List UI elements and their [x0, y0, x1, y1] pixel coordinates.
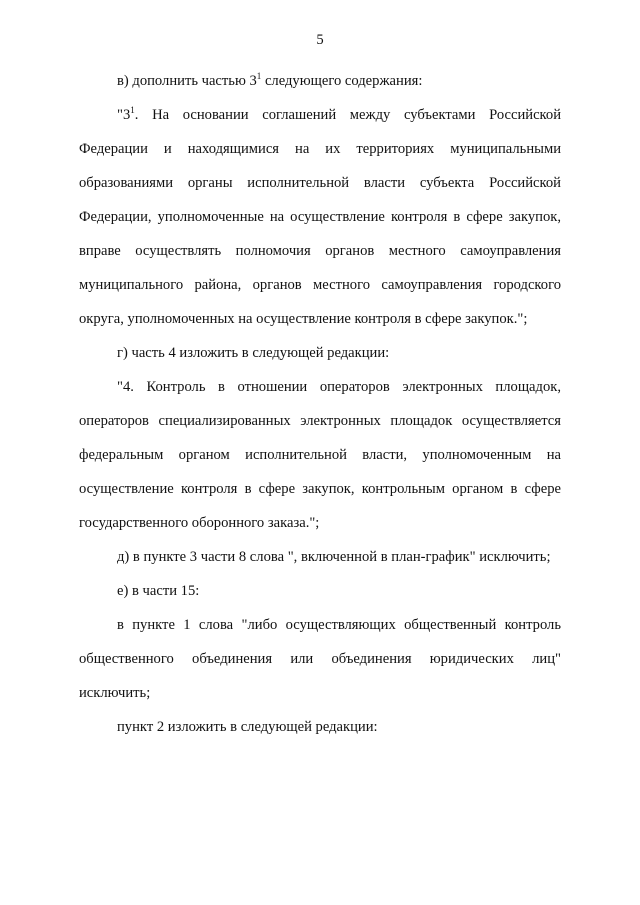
paragraph-item-1: в пункте 1 слова "либо осуществляющих общественный контроль общественного объединения или объединения юридических лиц" исключить;	[79, 617, 561, 701]
paragraph-3-1: "$3^1$. На основании соглашений между субъектами Российской Федерации и находящимися на их территориях муниципальными образованиями органы исполнительной власти субъекта Российской Федерации, уполномоченные на осуществление контроля в сфере закупок, вправе осуществлять полномочия органов местного самоуправления муниципального района, органов местного самоуправления городского округа, уполномоченных на осуществление контроля в сфере закупок.";	[79, 105, 561, 327]
paragraph-4: "4. Контроль в отношении операторов электронных площадок, операторов специализированных электронных площадок осуществляется федеральным органом исполнительной власти, уполномоченным на осуществление контроля в сфере закупок, контрольным органом в сфере государственного оборонного заказа.";	[79, 379, 561, 531]
paragraph-e: е) в части 15:	[117, 583, 200, 599]
document-body	[79, 64, 561, 744]
paragraph-item-2: пункт 2 изложить в следующей редакции:	[117, 719, 378, 735]
page-number: 5	[316, 32, 324, 48]
paragraph-g: г) часть 4 изложить в следующей редакции:	[117, 345, 390, 361]
paragraph-d: д) в пункте 3 части 8 слова ", включенной в план-график" исключить;	[117, 549, 551, 565]
paragraph-v: в) дополнить частью $3^1$ следующего содержания:	[117, 71, 423, 89]
